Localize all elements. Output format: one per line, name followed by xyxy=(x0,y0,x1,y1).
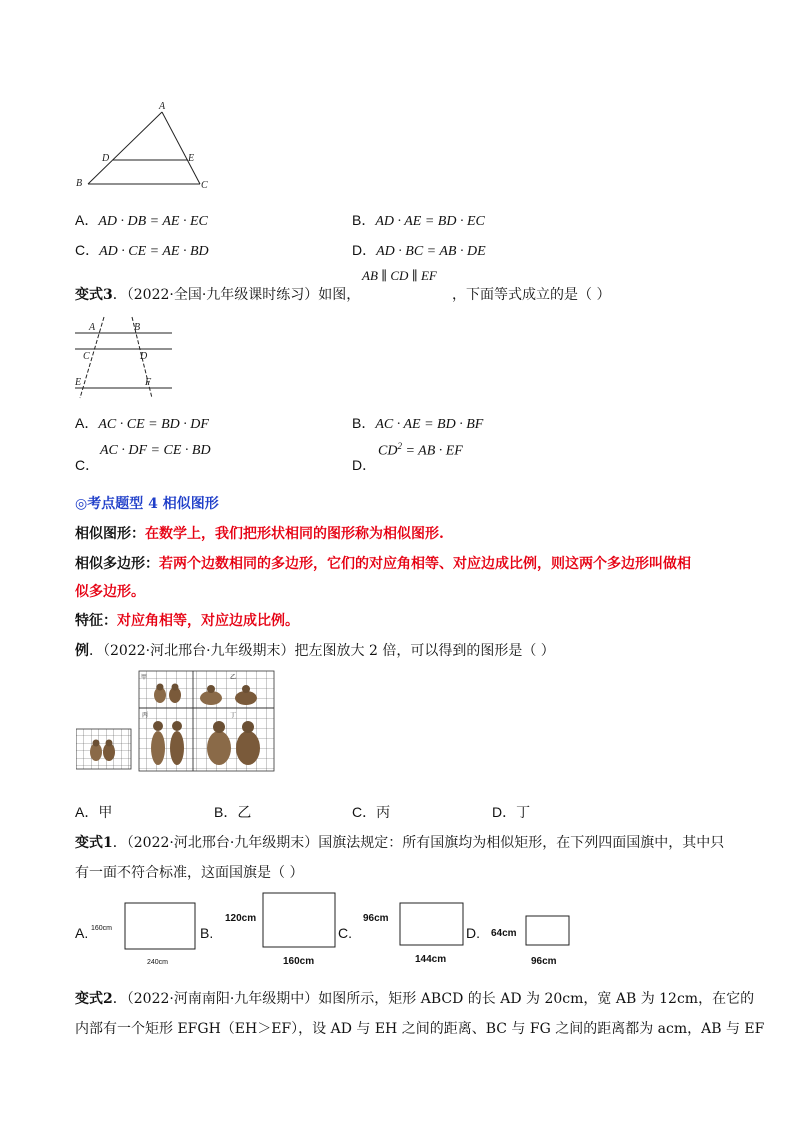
example-option-a[interactable] xyxy=(75,802,112,822)
definition-term: 相似多边形： xyxy=(75,556,159,572)
option-text: 丁 xyxy=(516,805,531,821)
option-expr: AD · AE = BD · EC xyxy=(375,214,485,229)
q2-option-c[interactable] xyxy=(75,240,209,260)
flag-a xyxy=(90,900,200,972)
variant3-tail: ，下面等式成立的是（ ） xyxy=(452,287,611,303)
variant-number: 2 xyxy=(103,991,113,1007)
variant-text: ．（2022·河北邢台·九年级期末）国旗法规定：所有国旗均为相似矩形，在下列四面国旗中，其中只 xyxy=(112,835,725,851)
point-d-label: D xyxy=(102,153,110,164)
point-d-label: D xyxy=(140,351,148,362)
option-text: 乙 xyxy=(237,805,252,821)
flag-width-label: 144cm xyxy=(415,954,447,965)
example-label: 例 xyxy=(75,643,89,659)
option-letter: C． xyxy=(352,804,377,820)
flag-rect xyxy=(125,903,195,949)
expr-rest: = AB · EF xyxy=(401,443,463,459)
option-expr: AD · CE = AE · BD xyxy=(99,244,209,259)
triangle-figure xyxy=(70,98,220,193)
variant2-question-cont xyxy=(75,1018,764,1038)
variant-number: 1 xyxy=(103,835,113,851)
definition-feature xyxy=(75,610,299,630)
option-text: 甲 xyxy=(98,805,113,821)
definition-similar-figures xyxy=(75,523,444,543)
point-b-label: B xyxy=(134,322,141,333)
example-option-d[interactable] xyxy=(492,802,530,822)
option-letter: D． xyxy=(492,804,517,820)
variant-label: 变式 xyxy=(75,991,103,1007)
expr-sup: 2 xyxy=(397,441,402,451)
flag-option-c-letter[interactable]: C. xyxy=(338,925,352,941)
point-c-label: C xyxy=(201,180,208,191)
flag-width-label: 240cm xyxy=(147,959,169,966)
flag-height-label: 64cm xyxy=(491,928,517,939)
variant-label: 变式 xyxy=(75,287,103,303)
flag-rect xyxy=(263,893,335,947)
example-option-b[interactable] xyxy=(214,802,251,822)
original-grid xyxy=(76,729,131,769)
definition-text: 若两个边数相同的多边形，它们的对应角相等、对应边成比例，则这两个多边形叫做相 xyxy=(159,556,691,572)
v3-option-b[interactable] xyxy=(352,413,483,433)
variant-text: 内部有一个矩形 EFGH（EH＞EF），设 AD 与 EH 之间的距离、BC 与 FG 之间的距离都为 acm，AB 与 EF xyxy=(75,1021,765,1037)
panel-label: 乙 xyxy=(230,675,237,681)
flag-width-label: 96cm xyxy=(531,956,557,967)
v3-option-d[interactable] xyxy=(352,455,376,475)
option-expr: AD · BC = AB · DE xyxy=(376,244,486,259)
example-option-c[interactable] xyxy=(352,802,390,822)
definition-text: 对应角相等，对应边成比例。 xyxy=(117,613,299,629)
point-f-label: F xyxy=(145,377,152,388)
flag-option-b-letter[interactable]: B. xyxy=(200,925,214,941)
option-letter: D． xyxy=(352,457,377,473)
q2-option-a[interactable] xyxy=(75,210,208,230)
variant-label: 变式 xyxy=(75,835,103,851)
option-text: 丙 xyxy=(376,805,391,821)
flag-height-label: 160cm xyxy=(91,925,113,932)
option-letter: A． xyxy=(75,804,99,820)
example-question xyxy=(75,640,555,660)
v3-option-c-expr: AC · DF = CE · BD xyxy=(100,443,211,458)
variant1-question-cont xyxy=(75,862,303,882)
q2-option-b[interactable] xyxy=(352,210,485,230)
variant-text: ．（2022·河南南阳·九年级期中）如图所示，矩形 ABCD 的长 AD 为 20cm，宽 AB 为 12cm，在它的 xyxy=(112,991,755,1007)
point-a-label: A xyxy=(89,322,96,333)
side-ab xyxy=(88,112,162,184)
expr-base: CD xyxy=(378,443,398,459)
variant-text: 有一面不符合标准，这面国旗是（ ） xyxy=(75,865,304,881)
variant2-question xyxy=(75,988,754,1008)
v3-option-a[interactable] xyxy=(75,413,209,433)
option-letter: C． xyxy=(75,457,100,473)
flag-height-label: 96cm xyxy=(363,913,389,924)
point-e-label: E xyxy=(188,153,195,164)
option-letter: C． xyxy=(75,242,100,258)
option-expr: AC · CE = BD · DF xyxy=(98,417,209,432)
option-letter: D． xyxy=(352,242,377,258)
option-expr: AC · AE = BD · BF xyxy=(375,417,484,432)
point-e-label: E xyxy=(75,377,82,388)
option-letter: B． xyxy=(214,804,238,820)
v3-option-d-expr xyxy=(378,441,463,460)
flag-b xyxy=(222,890,342,970)
panel-label: 丁 xyxy=(230,713,237,719)
section-title: 考点题型 4 相似图形 xyxy=(87,496,219,512)
point-a-label: A xyxy=(159,101,166,112)
flag-rect xyxy=(400,903,463,945)
definition-text: 在数学上，我们把形状相同的图形称为相似图形. xyxy=(145,526,444,542)
point-b-label: B xyxy=(76,178,83,189)
option-expr: AD · DB = AE · EC xyxy=(98,214,208,229)
definition-term: 特征： xyxy=(75,613,117,629)
v3-option-c[interactable] xyxy=(75,455,99,475)
option-letter: B． xyxy=(352,415,376,431)
point-c-label: C xyxy=(83,351,90,362)
cat-grid-figure xyxy=(76,668,286,774)
variant-source: ．（2022·全国·九年级课时练习）如图， xyxy=(112,287,361,303)
parallel-lines-figure xyxy=(70,312,180,402)
variant3-condition: AB ∥ CD ∥ EF xyxy=(362,268,437,283)
example-text: ．（2022·河北邢台·九年级期末）把左图放大 2 倍，可以得到的图形是（ ） xyxy=(89,643,555,659)
variant1-question xyxy=(75,832,724,852)
option-letter: A． xyxy=(75,415,99,431)
side-ac xyxy=(162,112,200,184)
definition-similar-polygons-cont xyxy=(75,581,145,601)
panel-label: 丙 xyxy=(142,713,149,719)
section-marker-icon: ◎ xyxy=(75,496,88,512)
definition-similar-polygons xyxy=(75,553,691,573)
flag-d xyxy=(490,910,580,968)
variant3-question xyxy=(75,284,360,304)
flag-option-a-letter[interactable]: A. xyxy=(75,925,89,941)
flag-width-label: 160cm xyxy=(283,956,315,967)
definition-term: 相似图形： xyxy=(75,526,145,542)
flag-rect xyxy=(526,916,569,945)
variant-number: 3 xyxy=(103,287,113,303)
option-letter: A． xyxy=(75,212,99,228)
option-letter: B． xyxy=(352,212,376,228)
flag-height-label: 120cm xyxy=(225,913,257,924)
definition-text: 似多边形。 xyxy=(75,584,145,600)
flag-option-d-letter[interactable]: D. xyxy=(466,925,480,941)
flag-c xyxy=(360,898,470,968)
section-heading xyxy=(75,493,219,513)
panel-label: 甲 xyxy=(141,675,148,681)
q2-option-d[interactable] xyxy=(352,240,486,260)
